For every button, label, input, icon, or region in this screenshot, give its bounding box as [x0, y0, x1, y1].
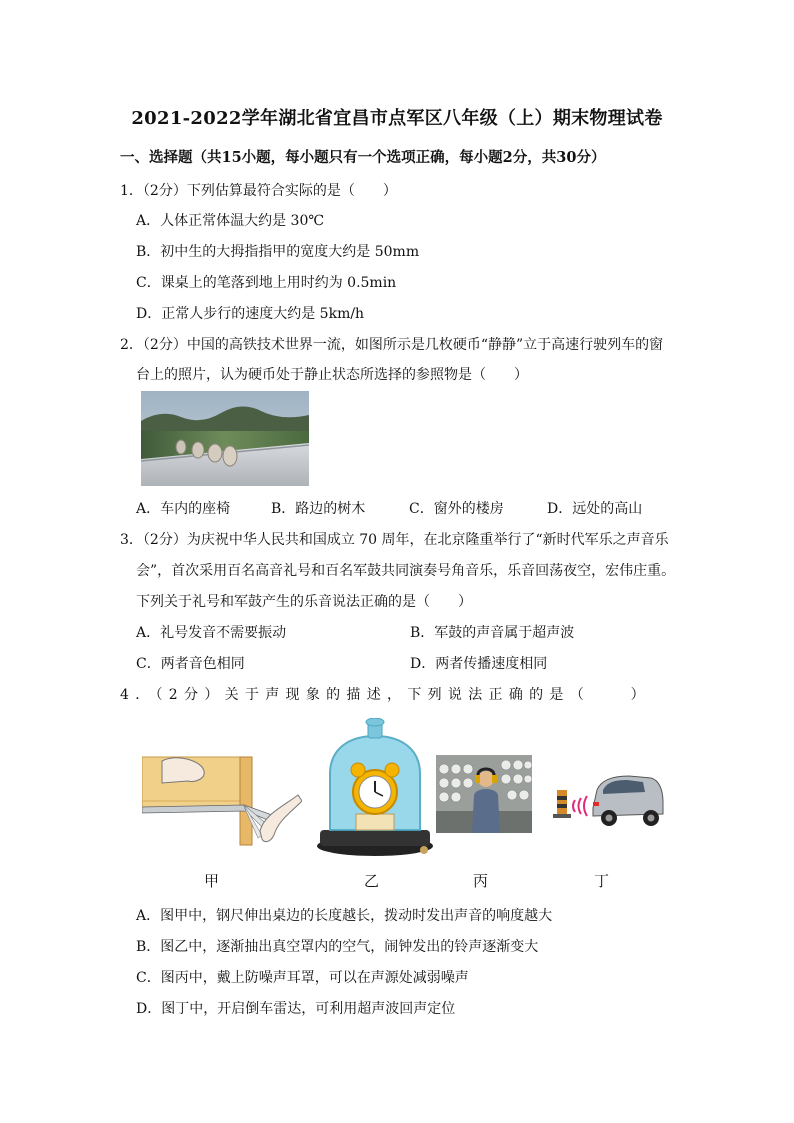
section-heading: 一、选择题（共15小题，每小题只有一个选项正确，每小题2分，共30分）	[120, 149, 606, 166]
q4-option-c[interactable]: C．图丙中，戴上防噪声耳罩，可以在声源处减弱噪声	[136, 970, 469, 986]
q2-option-d[interactable]: D．远处的高山	[547, 501, 643, 517]
q4-option-b[interactable]: B．图乙中，逐渐抽出真空罩内的空气，闹钟发出的铃声逐渐变大	[136, 939, 539, 955]
train-window-coins-photo	[141, 391, 309, 486]
q1-option-a[interactable]: A．人体正常体温大约是 30℃	[136, 213, 325, 229]
q3-option-a[interactable]: A．礼号发音不需要振动	[136, 625, 287, 641]
question-2-stem-line2: 台上的照片，认为硬币处于静止状态所选择的参照物是（ ）	[136, 367, 528, 383]
bell-jar-alarm-clock-figure	[314, 718, 436, 858]
question-1-stem: 1．（2分）下列估算最符合实际的是（ ）	[120, 183, 397, 199]
ruler-on-table-figure	[142, 755, 302, 847]
q2-option-a[interactable]: A．车内的座椅	[136, 501, 231, 517]
q1-option-b[interactable]: B．初中生的大拇指指甲的宽度大约是 50mm	[136, 244, 420, 260]
factory-worker-earmuffs-figure	[436, 755, 532, 833]
figure-caption-bing: 丙	[473, 872, 489, 890]
q1-option-c[interactable]: C．课桌上的笔落到地上用时约为 0.5min	[136, 275, 397, 291]
figure-caption-jia: 甲	[204, 872, 220, 890]
question-3-stem-line1: 3．（2分）为庆祝中华人民共和国成立 70 周年，在北京隆重举行了“新时代军乐之声音乐	[120, 532, 669, 548]
q3-option-c[interactable]: C．两者音色相同	[136, 656, 245, 672]
q4-option-d[interactable]: D．图丁中，开启倒车雷达，可利用超声波回声定位	[136, 1001, 456, 1017]
question-2-stem-line1: 2．（2分）中国的高铁技术世界一流，如图所示是几枚硬币“静静”立于高速行驶列车的窗	[120, 337, 664, 353]
q1-option-d[interactable]: D．正常人步行的速度大约是 5km/h	[136, 306, 365, 322]
question-3-stem-line3: 下列关于礼号和军鼓产生的乐音说法正确的是（ ）	[136, 594, 472, 610]
q4-option-a[interactable]: A．图甲中，钢尺伸出桌边的长度越长，拨动时发出声音的响度越大	[136, 908, 553, 924]
car-reversing-radar-figure	[553, 768, 665, 832]
q2-option-c[interactable]: C．窗外的楼房	[409, 501, 504, 517]
page-title: 2021-2022学年湖北省宜昌市点军区八年级（上）期末物理试卷	[131, 108, 663, 129]
figure-caption-yi: 乙	[364, 872, 380, 890]
question-4-stem: 4．（2分）关于声现象的描述，下列说法正确的是（ ）	[120, 687, 651, 703]
figure-caption-ding: 丁	[594, 872, 610, 890]
q3-option-b[interactable]: B．军鼓的声音属于超声波	[410, 625, 575, 641]
question-3-stem-line2: 会”，首次采用百名高音礼号和百名军鼓共同演奏号角音乐，乐音回荡夜空，宏伟庄重。	[136, 563, 676, 579]
q2-option-b[interactable]: B．路边的树木	[271, 501, 366, 517]
q3-option-d[interactable]: D．两者传播速度相同	[410, 656, 548, 672]
